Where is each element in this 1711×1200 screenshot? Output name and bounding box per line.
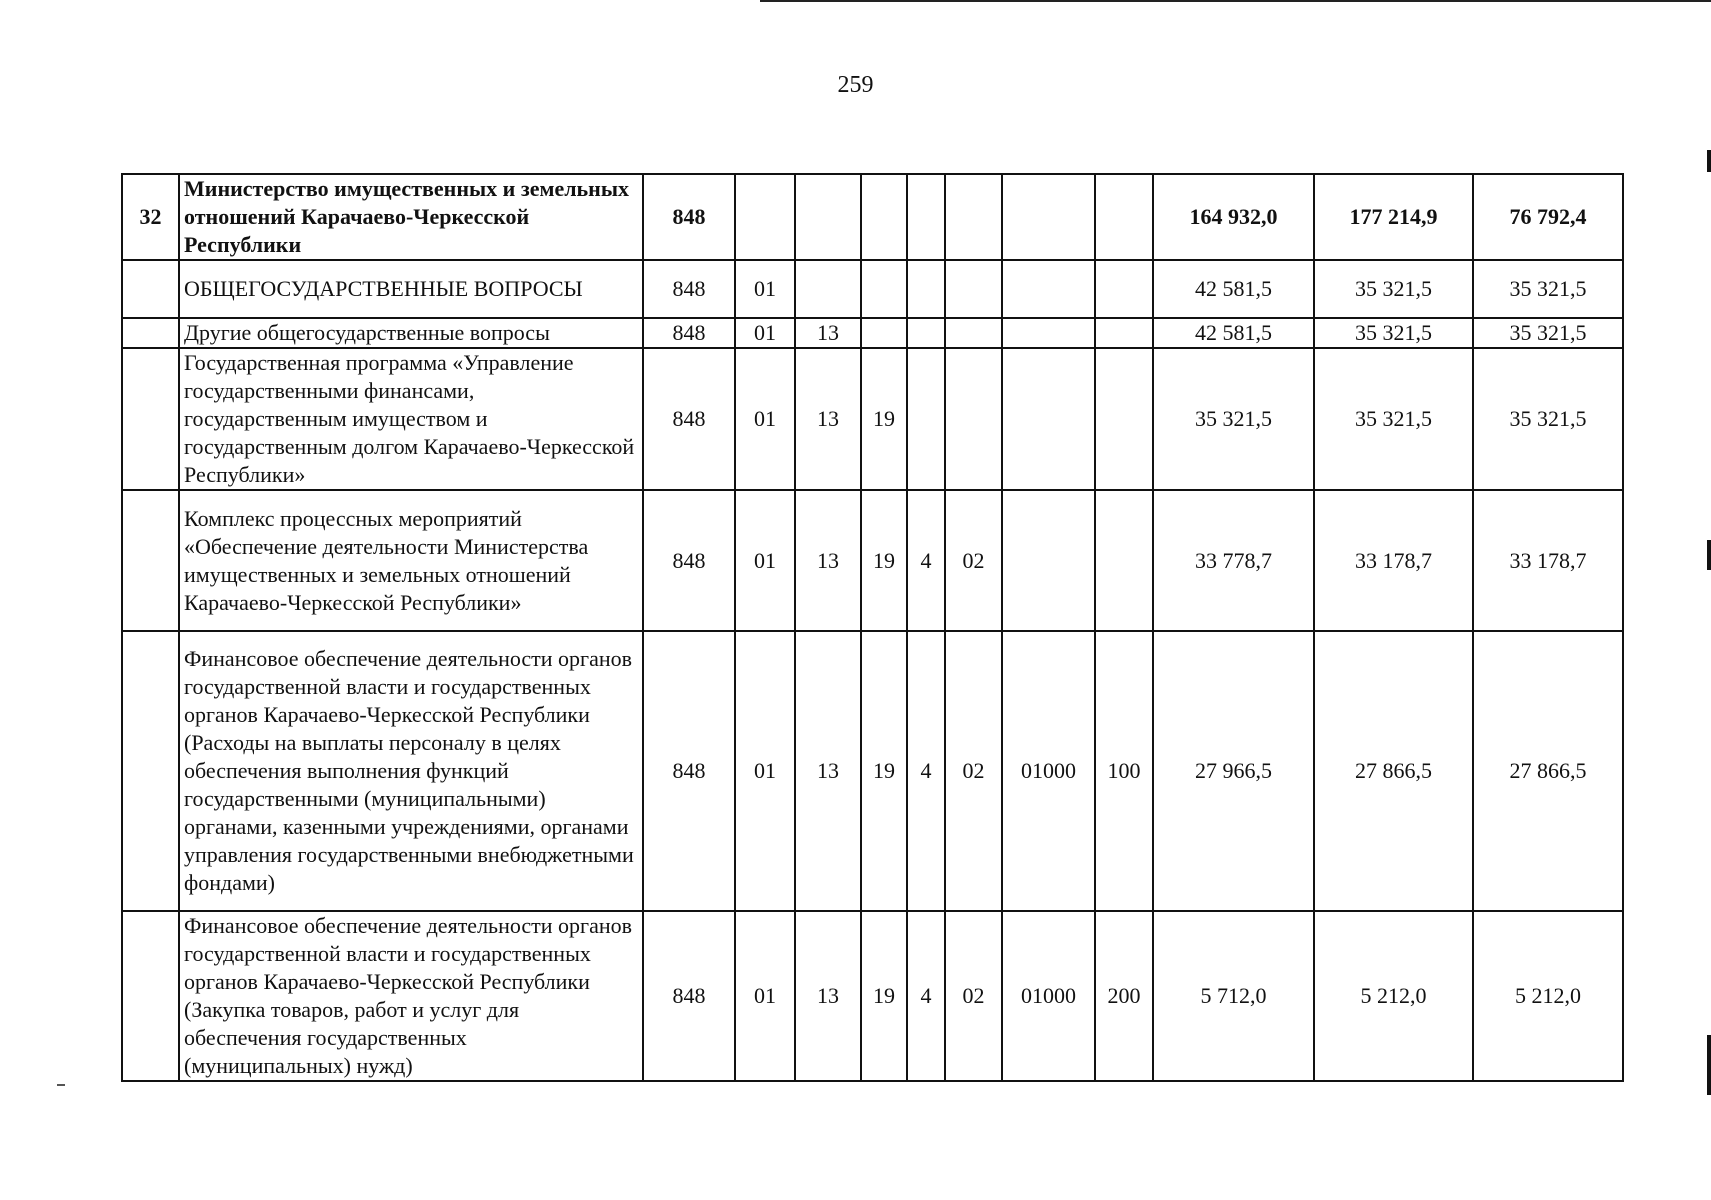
scan-edge-mark <box>1707 540 1711 570</box>
code-expense-type <box>1095 490 1153 631</box>
code-expense-type <box>1095 348 1153 490</box>
code-program: 19 <box>861 911 907 1081</box>
code-type <box>907 174 945 260</box>
table-row <box>122 318 1623 348</box>
code-complex <box>945 318 1002 348</box>
code-subsection <box>795 174 861 260</box>
amount-year-2: 35 321,5 <box>1314 318 1473 348</box>
amount-year-3: 35 321,5 <box>1473 348 1623 490</box>
amount-year-1: 5 712,0 <box>1153 911 1314 1081</box>
table-row <box>122 174 1623 260</box>
code-direction <box>1002 490 1095 631</box>
code-subsection: 13 <box>795 348 861 490</box>
code-direction <box>1002 260 1095 318</box>
code-expense-type <box>1095 318 1153 348</box>
code-complex <box>945 348 1002 490</box>
row-number <box>122 911 179 1081</box>
table-row <box>122 911 1623 1081</box>
amount-year-1: 42 581,5 <box>1153 260 1314 318</box>
code-complex <box>945 260 1002 318</box>
code-complex: 02 <box>945 631 1002 911</box>
code-section: 01 <box>735 490 795 631</box>
code-section: 01 <box>735 318 795 348</box>
row-number <box>122 260 179 318</box>
code-complex: 02 <box>945 490 1002 631</box>
page-number: 259 <box>837 72 874 98</box>
code-program: 19 <box>861 490 907 631</box>
row-description: Другие общегосударственные вопросы <box>179 318 643 348</box>
code-ministry: 848 <box>643 631 735 911</box>
amount-year-3: 76 792,4 <box>1473 174 1623 260</box>
code-direction: 01000 <box>1002 631 1095 911</box>
code-subsection <box>795 260 861 318</box>
code-program <box>861 260 907 318</box>
code-expense-type: 200 <box>1095 911 1153 1081</box>
budget-table <box>121 173 1624 1082</box>
code-type <box>907 318 945 348</box>
code-expense-type <box>1095 260 1153 318</box>
code-ministry: 848 <box>643 260 735 318</box>
scan-edge-mark <box>1707 1035 1711 1095</box>
code-program: 19 <box>861 631 907 911</box>
code-program <box>861 174 907 260</box>
code-type <box>907 348 945 490</box>
amount-year-1: 27 966,5 <box>1153 631 1314 911</box>
table-row <box>122 490 1623 631</box>
table-row <box>122 631 1623 911</box>
code-section <box>735 174 795 260</box>
row-description: Финансовое обеспечение деятельности органов государственной власти и государственных органов Карачаево-Черкесской Республики (Расходы на выплаты персоналу в целях обеспечения выполнения функций государственными (муниципальными) органами, казенными учреждениями, органами управления государственными внебюджетными фондами) <box>179 631 643 911</box>
code-type: 4 <box>907 911 945 1081</box>
table-body <box>122 174 1623 1081</box>
amount-year-1: 33 778,7 <box>1153 490 1314 631</box>
row-description: ОБЩЕГОСУДАРСТВЕННЫЕ ВОПРОСЫ <box>179 260 643 318</box>
row-description: Государственная программа «Управление государственными финансами, государственным имуществом и государственным долгом Карачаево-Черкесской Республики» <box>179 348 643 490</box>
table-row <box>122 348 1623 490</box>
amount-year-3: 35 321,5 <box>1473 318 1623 348</box>
code-ministry: 848 <box>643 348 735 490</box>
code-subsection: 13 <box>795 911 861 1081</box>
code-section: 01 <box>735 911 795 1081</box>
code-subsection: 13 <box>795 490 861 631</box>
code-section: 01 <box>735 631 795 911</box>
amount-year-3: 33 178,7 <box>1473 490 1623 631</box>
amount-year-2: 35 321,5 <box>1314 260 1473 318</box>
amount-year-1: 35 321,5 <box>1153 348 1314 490</box>
code-direction <box>1002 318 1095 348</box>
row-number: 32 <box>122 174 179 260</box>
amount-year-2: 177 214,9 <box>1314 174 1473 260</box>
amount-year-1: 164 932,0 <box>1153 174 1314 260</box>
amount-year-1: 42 581,5 <box>1153 318 1314 348</box>
code-program: 19 <box>861 348 907 490</box>
code-section: 01 <box>735 348 795 490</box>
amount-year-2: 5 212,0 <box>1314 911 1473 1081</box>
amount-year-3: 27 866,5 <box>1473 631 1623 911</box>
row-description: Министерство имущественных и земельных отношений Карачаево-Черкесской Республики <box>179 174 643 260</box>
code-type <box>907 260 945 318</box>
code-ministry: 848 <box>643 490 735 631</box>
scan-edge-line <box>760 0 1711 2</box>
code-direction <box>1002 348 1095 490</box>
code-subsection: 13 <box>795 631 861 911</box>
amount-year-3: 35 321,5 <box>1473 260 1623 318</box>
table-row <box>122 260 1623 318</box>
scan-edge-mark <box>1707 150 1711 172</box>
code-expense-type: 100 <box>1095 631 1153 911</box>
code-complex <box>945 174 1002 260</box>
code-subsection: 13 <box>795 318 861 348</box>
code-direction: 01000 <box>1002 911 1095 1081</box>
code-ministry: 848 <box>643 318 735 348</box>
code-complex: 02 <box>945 911 1002 1081</box>
code-section: 01 <box>735 260 795 318</box>
code-ministry: 848 <box>643 174 735 260</box>
code-program <box>861 318 907 348</box>
row-description: Комплекс процессных мероприятий «Обеспечение деятельности Министерства имущественных и земельных отношений Карачаево-Черкесской Республики» <box>179 490 643 631</box>
code-type: 4 <box>907 490 945 631</box>
amount-year-2: 27 866,5 <box>1314 631 1473 911</box>
row-number <box>122 348 179 490</box>
code-expense-type <box>1095 174 1153 260</box>
row-number <box>122 631 179 911</box>
amount-year-2: 35 321,5 <box>1314 348 1473 490</box>
code-type: 4 <box>907 631 945 911</box>
row-number <box>122 318 179 348</box>
amount-year-2: 33 178,7 <box>1314 490 1473 631</box>
row-number <box>122 490 179 631</box>
code-ministry: 848 <box>643 911 735 1081</box>
amount-year-3: 5 212,0 <box>1473 911 1623 1081</box>
row-description: Финансовое обеспечение деятельности органов государственной власти и государственных органов Карачаево-Черкесской Республики (Закупка товаров, работ и услуг для обеспечения государственных (муниципальных) нужд) <box>179 911 643 1081</box>
scan-speck <box>57 1084 65 1086</box>
code-direction <box>1002 174 1095 260</box>
